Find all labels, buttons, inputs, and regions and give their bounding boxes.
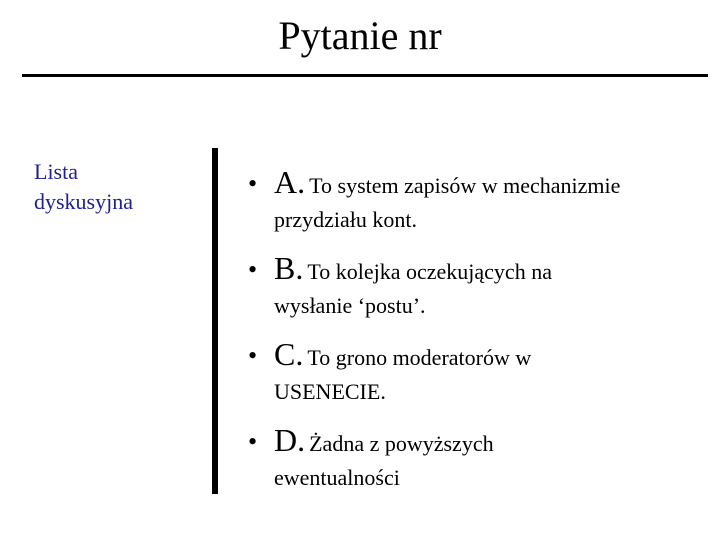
answer-option-a[interactable] <box>248 160 718 246</box>
answer-line-1 <box>274 332 718 376</box>
answer-text: To grono moderatorów w <box>307 345 532 370</box>
vertical-divider <box>212 148 218 494</box>
answer-line-1 <box>274 246 718 290</box>
title-divider <box>22 74 708 77</box>
answer-list <box>248 160 718 504</box>
bullet-icon: • <box>248 169 258 198</box>
bullet-icon: • <box>248 255 258 284</box>
bullet-icon: • <box>248 427 258 456</box>
answer-letter: C. <box>274 336 304 372</box>
side-label-line-2: dyskusyjna <box>34 189 133 214</box>
slide-title: Pytanie nr <box>278 13 442 58</box>
answer-text-continuation: przydziału kont. <box>274 207 417 232</box>
side-label <box>34 157 194 217</box>
answer-letter: B. <box>274 250 304 286</box>
answer-option-c[interactable] <box>248 332 718 418</box>
answer-letter: D. <box>274 422 306 458</box>
answer-line-1 <box>274 418 718 462</box>
answer-letter: A. <box>274 164 306 200</box>
side-label-line-1: Lista <box>34 159 78 184</box>
answer-text: To system zapisów w mechanizmie <box>309 173 621 198</box>
answer-text-continuation: wysłanie ‘postu’. <box>274 293 426 318</box>
answer-line-1 <box>274 160 718 204</box>
answer-text-continuation: USENECIE. <box>274 379 386 404</box>
answer-text-continuation: ewentualności <box>274 465 400 490</box>
answer-text: To kolejka oczekujących na <box>307 259 552 284</box>
answer-text: Żadna z powyższych <box>309 431 494 456</box>
answer-option-d[interactable] <box>248 418 718 504</box>
answer-option-b[interactable] <box>248 246 718 332</box>
bullet-icon: • <box>248 341 258 370</box>
